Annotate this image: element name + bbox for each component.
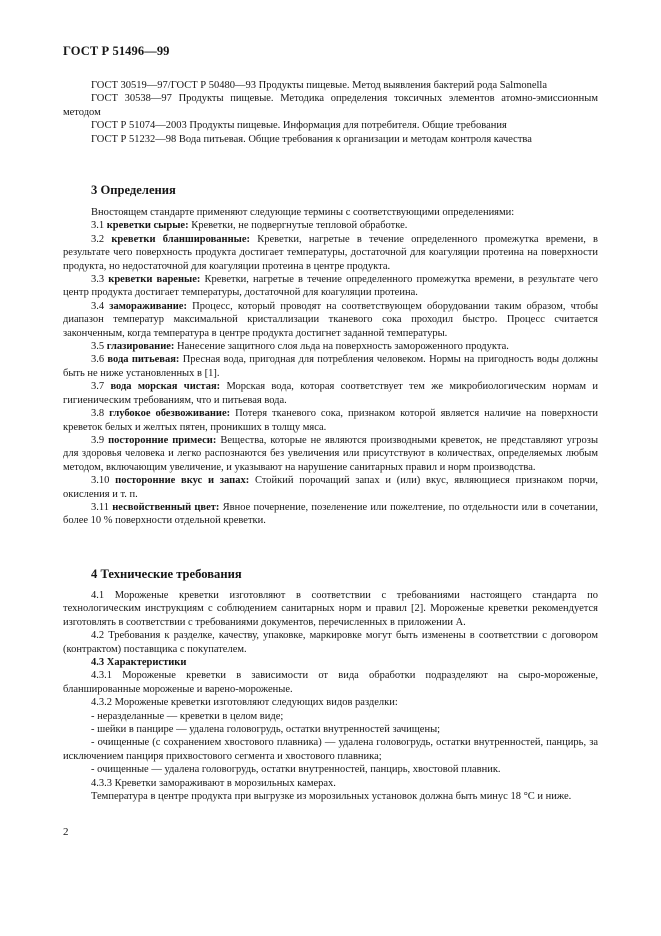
paragraph-4-3-1: 4.3.1 Мороженые креветки в зависимости от вида обработки подразделяют на сыро-мороженые, бланшированные мороженые и варено-мороженые. xyxy=(63,670,598,695)
definition-item xyxy=(63,501,598,528)
definition-item xyxy=(63,380,598,407)
reference-item: ГОСТ Р 51074—2003 Продукты пищевые. Информация для потребителя. Общие требования xyxy=(91,120,507,132)
definition-text: Процесс, который проводят на соответствующем оборудовании таким образом, чтобы диапазон температур максимальной кристаллизации тканевого сока проходил быстро. Процесс считается законченным, когда температура в центре продукта достигнет заданной температуры. xyxy=(63,300,598,339)
definition-text: Стойкий порочащий запах и (или) вкус, являющиеся признаком порчи, окисления и т. п. xyxy=(63,475,598,500)
definition-text: Явное почернение, позеленение или пожелтение, по отдельности или в сочетании, более 10 % поверхности отдельной креветки. xyxy=(63,501,598,527)
section-3-intro: Вностоящем стандарте применяют следующие термины с соответствующими определениями: xyxy=(91,207,515,218)
definition-item xyxy=(63,434,598,474)
definition-item xyxy=(63,300,598,340)
definition-text: Морская вода, которая соответствует тем же микробиологическим нормам и гигиеническим требованиям, что и питьевая вода. xyxy=(63,381,598,406)
definition-text: Потеря тканевого сока, признаком которой является наличие на поверхности креветок белых и желтых пятен, проникших в толщу мяса. xyxy=(63,408,598,433)
list-item: - очищенные — удалена головогрудь, остатки внутренностей, панцирь, хвостовой плавник. xyxy=(91,764,501,776)
subsection-4-3-title: 4.3 Характеристики xyxy=(91,657,187,669)
definition-number: 3.10 xyxy=(91,475,110,487)
definition-text: Пресная вода, пригодная для потребления человеком. Нормы на пригодность воды должны быть не ниже установленных в [1]. xyxy=(63,354,599,379)
definition-number: 3.6 xyxy=(91,354,105,366)
list-item: - очищенные (с сохранением хвостового плавника) — удалена головогрудь, остатки внутренностей, панцирь, за исключением панциря прихвостового сегмента и хвостового плавника; xyxy=(63,737,598,762)
definition-item xyxy=(63,474,598,501)
definition-term: креветки вареные: xyxy=(108,274,201,286)
reference-item: ГОСТ 30519—97/ГОСТ Р 50480—93 Продукты пищевые. Метод выявления бактерий рода Salmonella xyxy=(91,80,548,91)
definitions-list xyxy=(63,219,598,527)
definition-text: Креветки, не подвергнутые тепловой обработке. xyxy=(188,220,408,232)
paragraph-temperature: Температура в центре продукта при выгрузке из морозильных установок должна быть минус 18 °С и ниже. xyxy=(91,791,572,803)
definition-number: 3.7 xyxy=(91,381,105,393)
definition-term: вода морская чистая: xyxy=(110,381,221,393)
definition-term: креветки сырые: xyxy=(106,220,189,232)
reference-item: ГОСТ Р 51232—98 Вода питьевая. Общие требования к организации и методам контроля качества xyxy=(91,133,532,145)
definition-text: Нанесение защитного слоя льда на поверхность замороженного продукта. xyxy=(174,341,509,353)
definition-term: глубокое обезвоживание: xyxy=(109,408,231,420)
definition-number: 3.5 xyxy=(91,341,105,353)
definition-text: Вещества, которые не являются производными креветок, не представляют угрозы для здоровья человека и легко распознаются без увеличения или присутствуют в количествах, определяемых любым методом, включающим увеличение, и указывают на нарушение санитарных правил и норм производства. xyxy=(63,434,599,473)
definition-term: несвойственный цвет: xyxy=(112,501,220,513)
definition-term: замораживание: xyxy=(109,300,187,312)
reference-item: ГОСТ 30538—97 Продукты пищевые. Методика определения токсичных элементов атомно-эмиссионным методом xyxy=(63,93,598,118)
definition-term: глазирование: xyxy=(106,341,175,353)
document-header: ГОСТ Р 51496—99 xyxy=(63,44,170,58)
paragraph-4-2: 4.2 Требования к разделке, качеству, упаковке, маркировке могут быть изменены в соответствии с договором (контрактом) поставщика с покупателем. xyxy=(63,630,598,655)
definition-text: Креветки, нагретые в течение определенного промежутка времени, в результате чего поверхность продукта достигает температуры, достаточной для коагуляции протеина на поверхности продукта, но недостаточной для коагуляции протеина в центре продукта. xyxy=(63,233,599,272)
paragraph-4-3-2: 4.3.2 Мороженые креветки изготовляют следующих видов разделки: xyxy=(91,697,398,709)
definition-number: 3.4 xyxy=(91,300,105,312)
definition-term: посторонние примеси: xyxy=(108,434,217,446)
definition-term: креветки бланшированные: xyxy=(111,233,251,245)
definition-item xyxy=(63,273,598,300)
paragraph-4-3-3: 4.3.3 Креветки замораживают в морозильных камерах. xyxy=(91,777,336,789)
definition-item xyxy=(63,407,598,434)
definition-number: 3.11 xyxy=(91,501,109,513)
page-number: 2 xyxy=(63,826,69,838)
definition-term: вода питьевая: xyxy=(107,354,180,366)
definition-number: 3.3 xyxy=(91,274,105,286)
definition-number: 3.8 xyxy=(91,408,105,420)
paragraph-4-1: 4.1 Мороженые креветки изготовляют в соответствии с требованиями настоящего стандарта по технологическим инструкциям с соблюдением санитарных норм и правил [2]. Мороженые креветки рекомендуется изготовлять в соответствии с требованиями документов, перечисленных в приложении А. xyxy=(63,590,598,628)
section-4-title: 4 Технические требования xyxy=(91,567,242,581)
section-3-title: 3 Определения xyxy=(91,183,176,197)
references-list xyxy=(63,79,598,146)
definition-number: 3.9 xyxy=(91,434,105,446)
definition-item xyxy=(63,219,598,232)
definition-item xyxy=(63,233,598,273)
list-item: - шейки в панцире — удалена головогрудь, остатки внутренностей зачищены; xyxy=(91,724,441,736)
definition-term: посторонние вкус и запах: xyxy=(115,475,250,487)
definition-number: 3.1 xyxy=(91,220,105,232)
definition-item xyxy=(63,340,598,353)
definition-item xyxy=(63,353,598,380)
definition-text: Креветки, нагретые в течение определенного промежутка времени, в результате чего центр продукта достигает температуры, достаточной для коагуляции протеина. xyxy=(63,274,598,299)
section-3-body xyxy=(63,206,598,528)
list-item: - неразделанные — креветки в целом виде; xyxy=(91,710,284,722)
section-4-body xyxy=(63,589,598,804)
definition-number: 3.2 xyxy=(91,233,105,245)
